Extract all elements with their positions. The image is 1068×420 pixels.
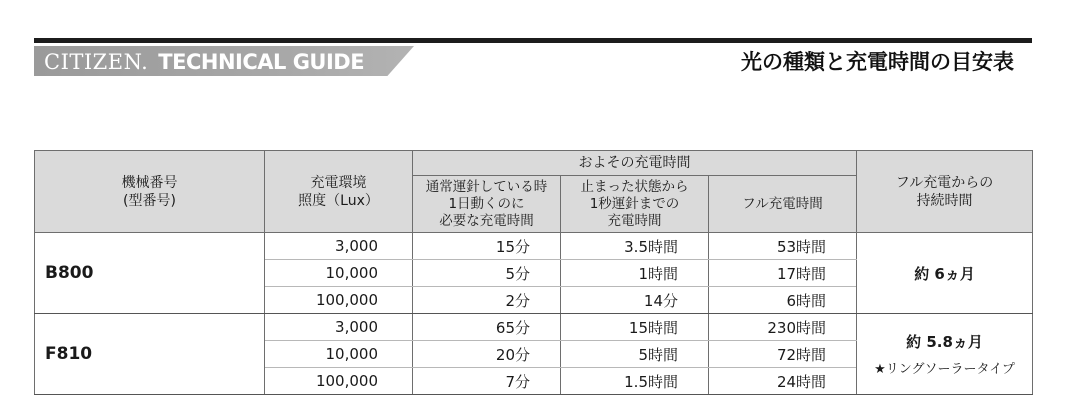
full-charge-cell: 17時間: [709, 260, 857, 287]
header-stopped-to-run: 止まった状態から 1秒運針までの 充電時間: [561, 176, 709, 233]
model-name: F810: [35, 314, 265, 395]
header-illuminance: 充電環境 照度（Lux）: [265, 151, 413, 233]
header-rule: [34, 38, 1032, 43]
duration-cell: [857, 233, 1033, 314]
stopped-to-run-cell: 15時間: [561, 314, 709, 341]
duration-cell: [857, 314, 1033, 395]
illuminance-cell: 10,000: [265, 260, 413, 287]
one-day-charge-cell: 15分: [413, 233, 561, 260]
one-day-charge-cell: 20分: [413, 341, 561, 368]
brand-technical-guide: TECHNICAL GUIDE: [158, 50, 365, 74]
stopped-to-run-cell: 3.5時間: [561, 233, 709, 260]
table-row: [35, 233, 1033, 260]
brand-citizen: CITIZEN.: [44, 50, 149, 74]
full-charge-cell: 230時間: [709, 314, 857, 341]
full-charge-cell: 24時間: [709, 368, 857, 395]
header-model: 機械番号 (型番号): [35, 151, 265, 233]
illuminance-cell: 100,000: [265, 368, 413, 395]
stopped-to-run-cell: 14分: [561, 287, 709, 314]
one-day-charge-cell: 65分: [413, 314, 561, 341]
duration-note: ★リングソーラータイプ: [874, 362, 1015, 377]
illuminance-cell: 3,000: [265, 314, 413, 341]
duration-value: 約 6ヵ月: [914, 264, 975, 283]
header-duration: フル充電からの 持続時間: [857, 151, 1033, 233]
stopped-to-run-cell: 1.5時間: [561, 368, 709, 395]
full-charge-cell: 72時間: [709, 341, 857, 368]
charging-time-table: [34, 150, 1033, 395]
one-day-charge-cell: 7分: [413, 368, 561, 395]
page-title: 光の種類と充電時間の目安表: [741, 50, 1014, 74]
duration-value: 約 5.8ヵ月: [906, 333, 983, 351]
header-one-day-charge: 通常運針している時 1日動くのに 必要な充電時間: [413, 176, 561, 233]
illuminance-cell: 10,000: [265, 341, 413, 368]
illuminance-cell: 3,000: [265, 233, 413, 260]
table-row: [35, 314, 1033, 341]
one-day-charge-cell: 2分: [413, 287, 561, 314]
one-day-charge-cell: 5分: [413, 260, 561, 287]
brand-logo: [44, 48, 364, 76]
model-name: B800: [35, 233, 265, 314]
full-charge-cell: 6時間: [709, 287, 857, 314]
illuminance-cell: 100,000: [265, 287, 413, 314]
full-charge-cell: 53時間: [709, 233, 857, 260]
header-full-charge: フル充電時間: [709, 176, 857, 233]
header-charging-time-group: およその充電時間: [413, 151, 857, 176]
table-body: [35, 233, 1033, 395]
stopped-to-run-cell: 5時間: [561, 341, 709, 368]
stopped-to-run-cell: 1時間: [561, 260, 709, 287]
